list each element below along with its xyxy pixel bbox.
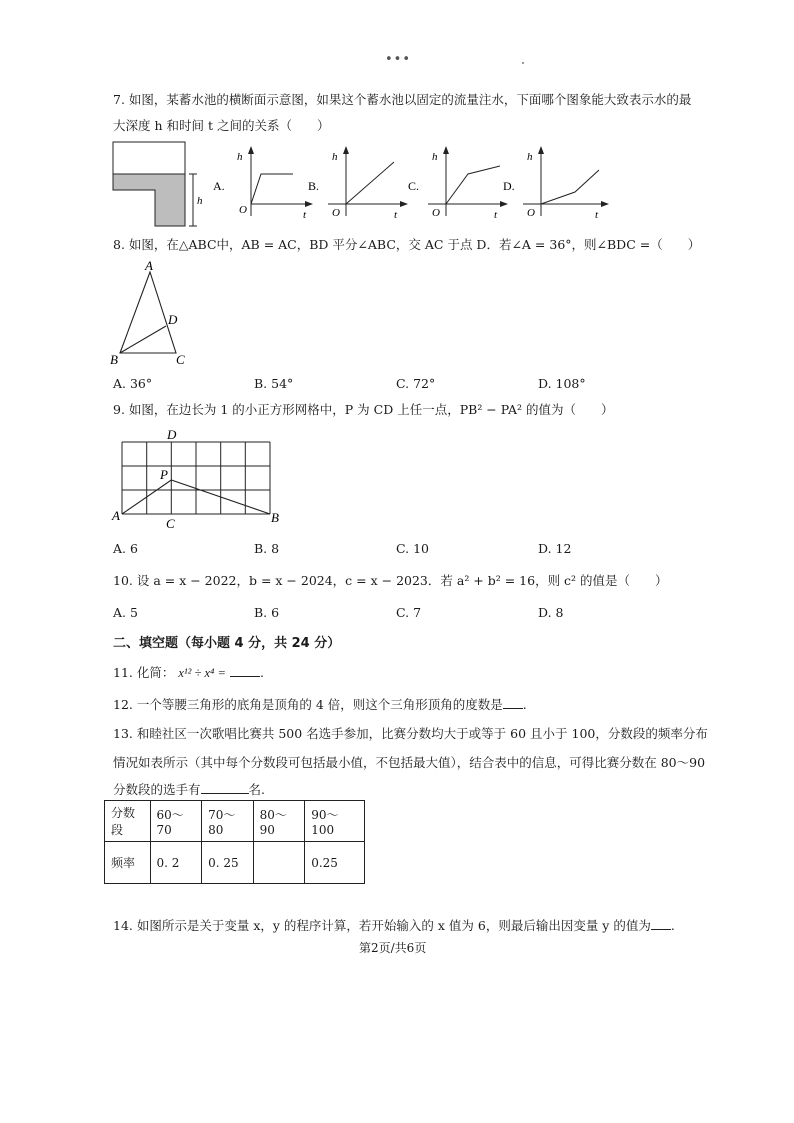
q13-answer-blank[interactable] — [201, 782, 249, 794]
q8-label-b: B — [110, 352, 118, 367]
q11-answer-blank[interactable] — [230, 665, 260, 677]
q8-option-c[interactable]: C. 72° — [396, 376, 436, 391]
q10-option-c[interactable]: C. 7 — [396, 605, 422, 620]
q9-label-p: P — [160, 467, 168, 482]
table-row-header — [105, 801, 365, 842]
q10-option-b[interactable]: B. 6 — [254, 605, 280, 620]
page-footer: 第2页/共6页 — [359, 941, 427, 955]
top-dots: ••• — [385, 52, 412, 67]
q12-text: 12. 一个等腰三角形的底角是顶角的 4 倍，则这个三角形顶角的度数是 — [113, 697, 503, 712]
q8-label-c: C — [176, 352, 185, 367]
q7-stem-line2: 大深度 h 和时间 t 之间的关系（ ） — [113, 118, 330, 133]
q9-label-b: B — [271, 510, 279, 525]
q9-label-c: C — [166, 516, 175, 531]
table-cell: 分数段 — [105, 801, 151, 842]
q13-line2: 情况如表所示（其中每个分数段可包括最小值，不包括最大值），结合表中的信息，可得比赛分数在 80～90 — [113, 755, 706, 770]
graph-b-h: h — [332, 151, 338, 163]
q11-stem — [113, 665, 264, 681]
q7-figures — [105, 138, 625, 230]
section-2-title: 二、填空题（每小题 4 分，共 24 分） — [113, 636, 341, 651]
q12-stem — [113, 697, 527, 713]
graph-b-t: t — [394, 209, 398, 221]
q10-option-a[interactable]: A. 5 — [113, 605, 138, 620]
q8-option-a[interactable]: A. 36° — [113, 376, 153, 391]
q9-option-c[interactable]: C. 10 — [396, 541, 429, 556]
q8-stem: 8. 如图，在△ABC中，AB = AC，BD 平分∠ABC，交 AC 于点 D．若∠A = 36°，则∠BDC =（ ） — [113, 237, 701, 252]
q13-line3-suffix: 名. — [248, 782, 265, 797]
table-cell: 60～70 — [150, 801, 202, 842]
q13-line3-prefix: 分数段的选手有 — [113, 782, 201, 797]
graph-c — [408, 146, 508, 221]
q14-suffix: . — [670, 918, 675, 933]
graph-b — [308, 146, 408, 221]
graph-d-letter: D. — [503, 179, 515, 193]
q13-line1: 13. 和睦社区一次歌唱比赛共 500 名选手参加，比赛分数均大于或等于 60 且小于 100，分数段的频率分布 — [113, 726, 708, 741]
q11-suffix: . — [259, 665, 264, 680]
graph-a-t: t — [303, 209, 307, 221]
graph-b-letter: B. — [308, 179, 320, 193]
graph-c-letter: C. — [408, 179, 420, 193]
graph-a — [213, 146, 313, 221]
graph-a-o: O — [239, 204, 247, 216]
q11-expression: x¹² ÷ x⁴ = — [178, 666, 226, 680]
q8-option-d[interactable]: D. 108° — [538, 376, 586, 391]
q9-option-d[interactable]: D. 12 — [538, 541, 572, 556]
table-cell: 0. 25 — [202, 842, 254, 884]
table-cell: 0.25 — [305, 842, 365, 884]
tank-h-label: h — [197, 195, 203, 207]
q8-triangle-figure — [108, 258, 198, 370]
q14-text: 14. 如图所示是关于变量 x，y 的程序计算，若开始输入的 x 值为 6，则最后输出因变量 y 的值为 — [113, 918, 651, 933]
graph-a-h: h — [237, 151, 243, 163]
table-cell: 频率 — [105, 842, 151, 884]
q9-label-a: A — [112, 508, 120, 523]
q8-label-a: A — [145, 258, 153, 273]
q13-frequency-table — [104, 800, 365, 884]
q14-stem — [113, 918, 675, 934]
table-row-frequency — [105, 842, 365, 884]
graph-b-o: O — [332, 207, 340, 219]
q10-stem: 10. 设 a = x − 2022，b = x − 2024，c = x − 2023．若 a² + b² = 16，则 c² 的值是（ ） — [113, 573, 668, 588]
q12-suffix: . — [522, 697, 527, 712]
q8-label-d: D — [168, 312, 178, 327]
table-cell — [253, 842, 305, 884]
table-cell: 70～80 — [202, 801, 254, 842]
tank-diagram — [113, 142, 203, 226]
table-cell: 0. 2 — [150, 842, 202, 884]
q9-grid-figure — [108, 426, 288, 534]
q11-prefix: 11. 化简： — [113, 665, 175, 680]
q9-label-d: D — [167, 427, 177, 442]
speck — [522, 62, 524, 64]
q12-answer-blank[interactable] — [503, 697, 523, 709]
q10-option-d[interactable]: D. 8 — [538, 605, 564, 620]
q14-answer-blank[interactable] — [651, 918, 671, 930]
table-cell: 90～100 — [305, 801, 365, 842]
graph-d-h: h — [527, 151, 533, 163]
graph-d-o: O — [527, 207, 535, 219]
graph-d — [503, 146, 609, 221]
graph-c-t: t — [494, 209, 498, 221]
q9-option-a[interactable]: A. 6 — [113, 541, 138, 556]
q9-option-b[interactable]: B. 8 — [254, 541, 280, 556]
q7-stem-line1: 7. 如图，某蓄水池的横断面示意图，如果这个蓄水池以固定的流量注水，下面哪个图象能大致表示水的最 — [113, 92, 692, 107]
graph-d-t: t — [595, 209, 599, 221]
q8-option-b[interactable]: B. 54° — [254, 376, 294, 391]
q9-stem: 9. 如图，在边长为 1 的小正方形网格中，P 为 CD 上任一点，PB² − PA² 的值为（ ） — [113, 402, 614, 417]
q13-line3 — [113, 782, 265, 798]
graph-a-letter: A. — [213, 179, 225, 193]
table-cell: 80～90 — [253, 801, 305, 842]
graph-c-o: O — [432, 207, 440, 219]
graph-c-h: h — [432, 151, 438, 163]
